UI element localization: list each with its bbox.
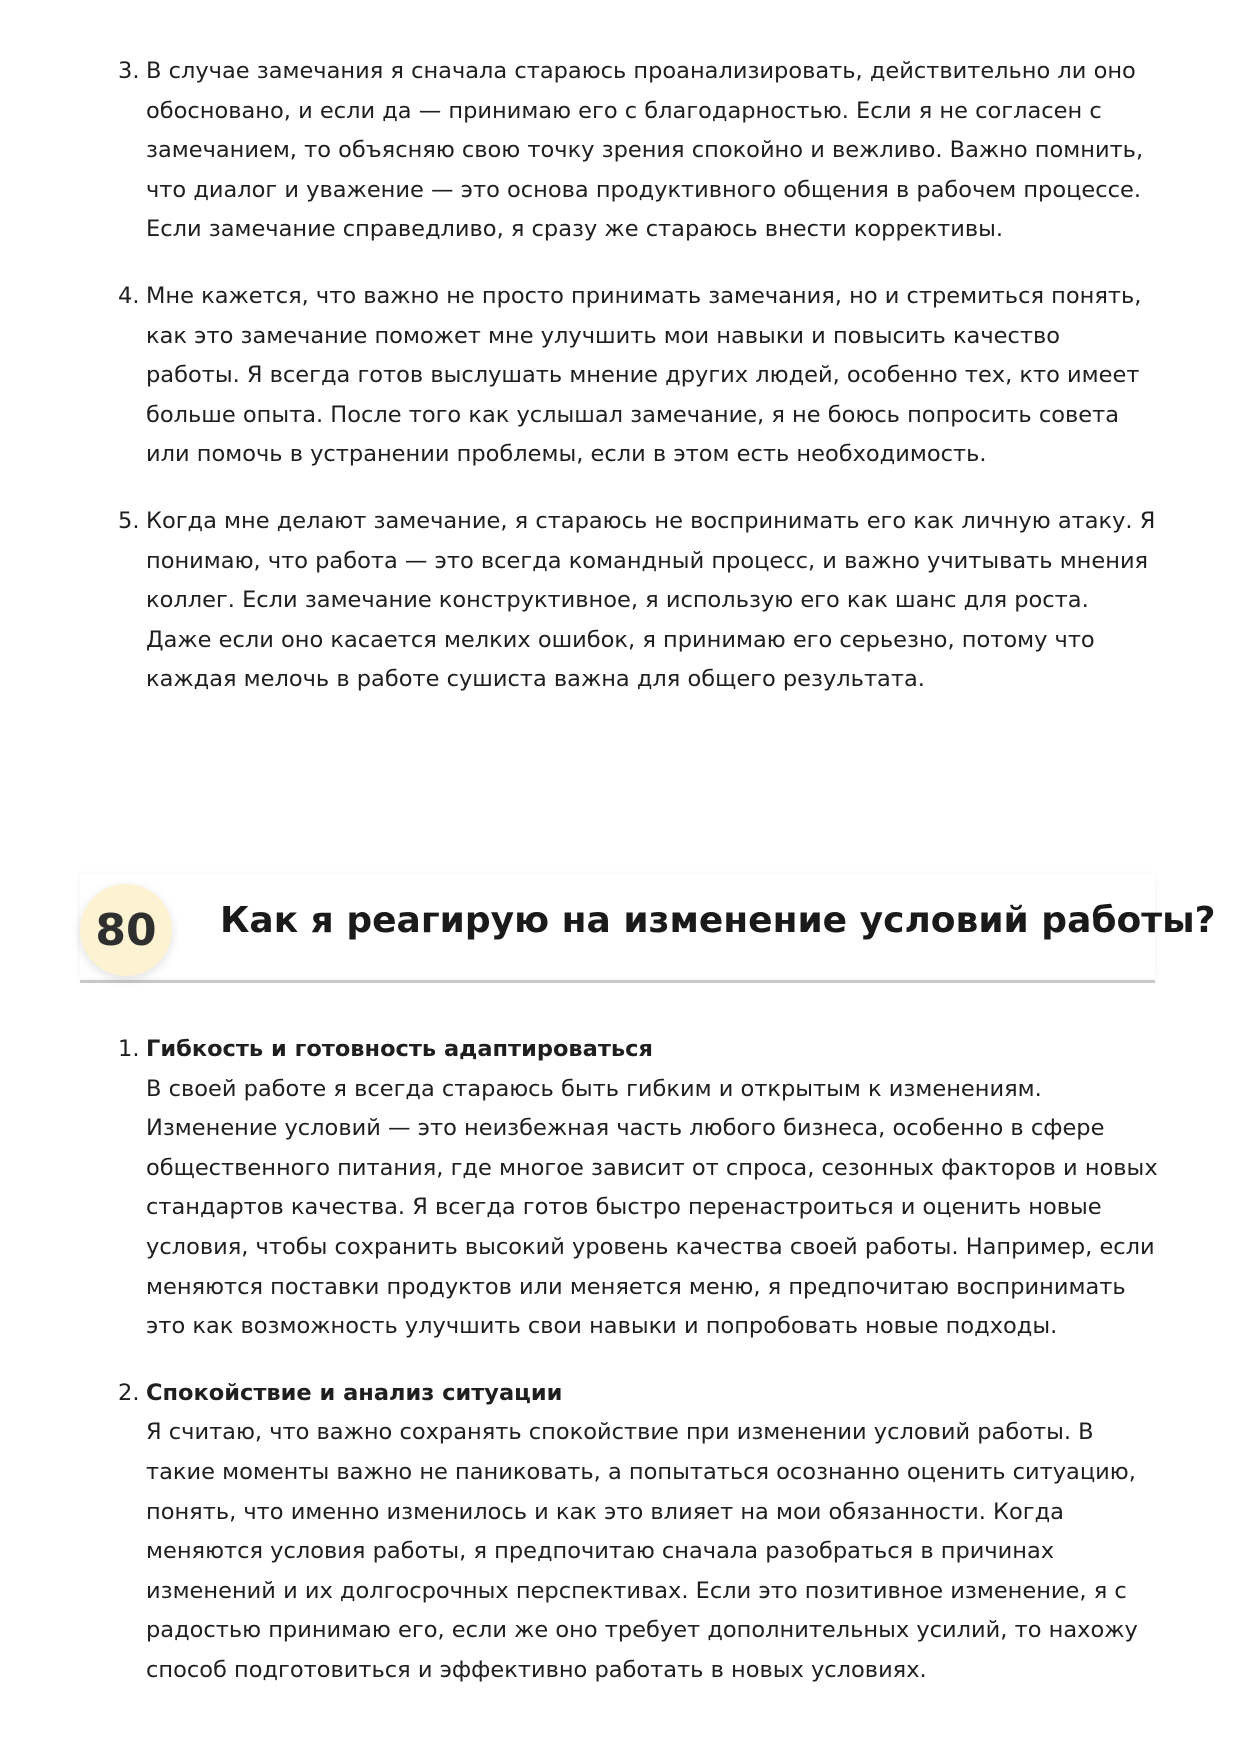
list-item-title: Гибкость и готовность адаптироваться — [146, 1036, 653, 1062]
list-item-text: В своей работе я всегда стараюсь быть гибким и открытым к изменениям. Изменение условий — это неизбежная часть любого бизнеса, особенно в сфере общественного питания, где многое зависит от спроса, сезонных факторов и новых стандартов качества. Я всегда готов быстро перенастроиться и оценить новые условия, чтобы сохранить высокий уровень качества своей работы. Например, если меняются поставки продуктов или меняется меню, я предпочитаю воспринимать это как возможность улучшить свои навыки и попробовать новые подходы. — [146, 1075, 1158, 1340]
list-item-text: Я считаю, что важно сохранять спокойствие при изменении условий работы. В такие моменты важно не паниковать, а попытаться осознанно оценить ситуацию, понять, что именно изменилось и как это влияет на мои обязанности. Когда меняются условия работы, я предпочитаю сначала разобраться в причинах изменений и их долгосрочных перспективах. Если это позитивное изменение, я с радостью принимаю его, если же оно требует дополнительных усилий, то нахожу способ подготовиться и эффективно работать в новых условиях. — [146, 1419, 1138, 1683]
list-item — [118, 277, 1158, 475]
list-item-number: 5. — [118, 507, 140, 534]
list-item-number: 1. — [118, 1036, 140, 1062]
list-item-text: Мне кажется, что важно не просто принимать замечания, но и стремиться понять, как это замечание поможет мне улучшить мои навыки и повысить качество работы. Я всегда готов выслушать мнение других людей, особенно тех, кто имеет больше опыта. После того как услышал замечание, я не боюсь попросить совета или помочь в устранении проблемы, если в этом есть необходимость. — [146, 282, 1142, 468]
header-divider — [80, 980, 1155, 983]
list-item-title: Спокойствие и анализ ситуации — [146, 1379, 563, 1406]
answers-list — [118, 1030, 1158, 1718]
list-item-text: Когда мне делают замечание, я стараюсь не воспринимать его как личную атаку. Я понимаю, что работа — это всегда командный процесс, и важно учитывать мнения коллег. Если замечание конструктивное, я использую его как шанс для роста. Даже если оно касается мелких ошибок, я принимаю его серьезно, потому что каждая мелочь в работе сушиста важна для общего результата. — [146, 507, 1156, 693]
question-number-badge: 80 — [80, 884, 172, 976]
list-item — [118, 502, 1158, 700]
list-item-number: 2. — [118, 1379, 140, 1406]
section-header — [80, 870, 1216, 982]
list-item — [118, 1374, 1158, 1691]
list-item — [118, 1030, 1158, 1347]
previous-answers-list — [118, 52, 1158, 727]
list-item — [118, 52, 1158, 250]
section-title: Как я реагирую на изменение условий работы? — [220, 900, 1216, 941]
list-item-number: 3. — [118, 58, 140, 84]
list-item-text: В случае замечания я сначала стараюсь проанализировать, действительно ли оно обосновано, и если да — принимаю его с благодарностью. Если я не согласен с замечанием, то объясняю свою точку зрения спокойно и вежливо. Важно помнить, что диалог и уважение — это основа продуктивного общения в рабочем процессе. Если замечание справедливо, я сразу же стараюсь внести коррективы. — [146, 58, 1144, 243]
list-item-number: 4. — [118, 282, 140, 309]
